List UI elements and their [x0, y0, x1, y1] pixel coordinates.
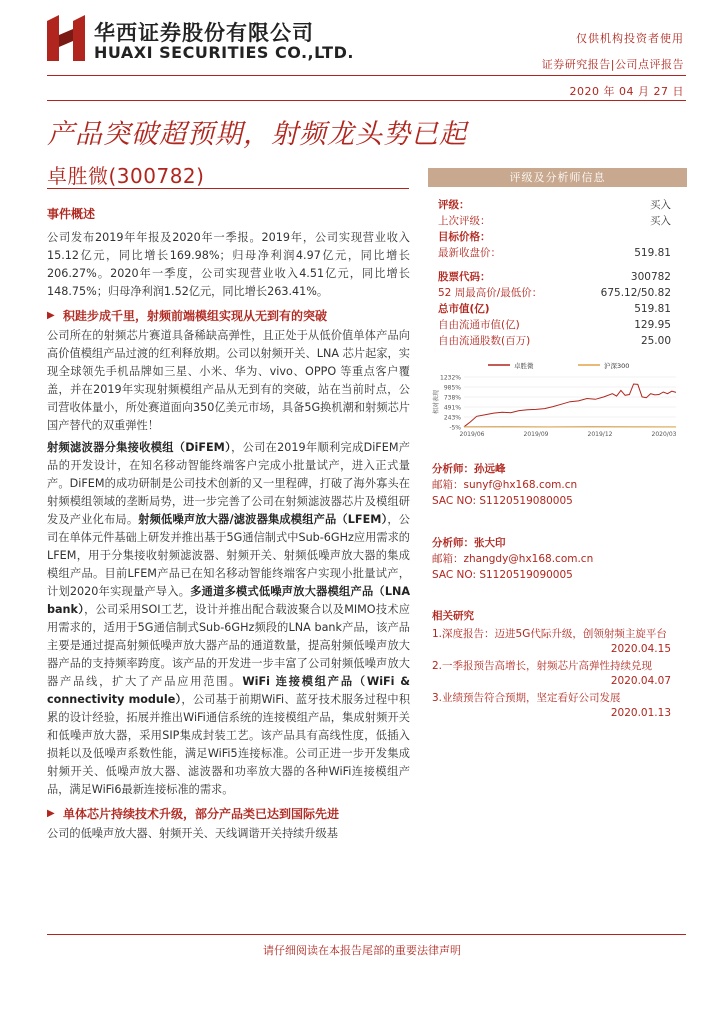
rating-key: 自由流通市值(亿): [438, 319, 520, 331]
rating-value: 519.81: [634, 303, 671, 315]
related-item[interactable]: 3.业绩预告符合预期，坚定看好公司发展: [432, 692, 621, 704]
stock-divider: [47, 188, 409, 189]
x-tick-label: 2020/03: [651, 431, 677, 438]
rating-value: 买入: [650, 199, 671, 211]
rating-key: 评级：: [438, 199, 470, 211]
difem-text: ，公司在2019年顺利完成DiFEM产品的开发设计，在知名移动智能终端客户完成小批量试产，进入正式量产。DiFEM的成功研制是公司技术创新的又一里程碑，打破了海外寡头在射频模组领域的垄断局势，进一步完善了公司在射频滤波器芯片及模组研发及产业化布局。: [47, 441, 410, 526]
analyst-name: 分析师：孙远峰: [432, 463, 506, 475]
analyst-block: [432, 461, 687, 509]
rating-value: 519.81: [634, 247, 671, 259]
wifi-label: WiFi 连接模组产品（WiFi & connectivity module）: [47, 675, 410, 706]
lfem-text: ，公司在单体元件基础上研发并推出基于5G通信制式中Sub-6GHz应用需求的LFEM，用于分集接收射频滤波器、射频开关、射频低噪声放大器的集成模组产品。目前LFEM产品已在知名移动智能终端客户实现小批量试产，计划2020年实现量产导入。: [47, 513, 410, 598]
header-divider: [47, 75, 686, 76]
report-title: 产品突破超预期，射频龙头势已起: [47, 119, 467, 150]
report-date: 2020 年 04 月 27 日: [569, 85, 684, 98]
related-list: [432, 627, 687, 721]
footer-divider: [47, 934, 686, 935]
main-content: [47, 205, 410, 847]
related-heading: 相关研究: [432, 610, 474, 622]
rating-value: 25.00: [640, 335, 671, 347]
related-date: 2020.01.13: [610, 707, 671, 719]
rating-value: 买入: [650, 215, 671, 227]
section1-p1: 公司所在的射频芯片赛道具备稀缺高弹性，且正处于从低价值单体产品向高价值模组产品过渡的红利释放期。公司以射频开关、LNA 芯片起家，实现全球领先手机品牌如三星、小米、华为、vivo、OPPO 等重点客户覆盖，并在2019年实现射频模组产品从无到有的突破，站在当前时点，公司营收体量小，所处赛道面向350亿美元市场，具备5G换机潮和射频芯片国产替代的双重弹性！: [47, 329, 410, 432]
rating-key: 最新收盘价：: [438, 247, 501, 259]
rating-row: [428, 245, 687, 261]
y-tick-label: 491%: [443, 404, 461, 412]
legend-label: 卓胜微: [514, 362, 534, 370]
related-date: 2020.04.07: [610, 675, 671, 687]
rating-row: [428, 229, 687, 245]
legend-label: 沪深300: [604, 362, 630, 370]
analyst-name: 分析师：张大印: [432, 537, 506, 549]
stock-name: 卓胜微(300782): [47, 164, 205, 188]
section1-heading: ▶ 积跬步成千里，射频前端模组实现从无到有的突破: [47, 307, 410, 325]
y-tick-label: 243%: [443, 414, 461, 422]
rating-row: [428, 269, 687, 285]
audience-note: 仅供机构投资者使用: [576, 32, 684, 45]
rating-key: 52 周最高价/最低价：: [438, 287, 543, 299]
rating-value: 129.95: [634, 319, 671, 331]
wifi-text: ，公司基于前期WiFi、蓝牙技术服务过程中积累的设计经验，拓展并推出WiFi通信系统的连接模组产品，集成射频开关和低噪声放大器，采用SIP集成封装工艺。该产品具有高线性度，低插入损耗以及低噪声系数性能，满足WiFi5连接标准。公司正进一步开发集成射频开关、低噪声放大器、滤波器和功率放大器的各种WiFi连接模组产品，满足WiFi6最新连接标准的需求。: [47, 693, 411, 796]
rating-row: [428, 301, 687, 317]
rating-key: 自由流通股数(百万): [438, 335, 531, 347]
rating-heading: 评级及分析师信息: [428, 168, 687, 187]
analyst-sac: SAC NO: S1120519090005: [432, 569, 573, 581]
rating-row: [428, 285, 687, 301]
price-chart: [428, 359, 687, 439]
x-tick-label: 2019/12: [587, 431, 613, 438]
legal-notice: 请仔细阅读在本报告尾部的重要法律声明: [263, 944, 461, 957]
rating-rows: [428, 197, 687, 261]
y-tick-label: -5%: [449, 424, 461, 432]
header-divider-2: [47, 100, 686, 101]
related-date: 2020.04.15: [610, 643, 671, 655]
difem-label: 射频滤波器分集接收模组（DiFEM）: [47, 441, 232, 454]
rating-key: 上次评级：: [438, 215, 491, 227]
company-name-en: HUAXI SECURITIES CO.,LTD.: [94, 43, 354, 62]
lnabank-label: 多通道多模式低噪声放大器模组产品（LNA bank）: [47, 585, 410, 616]
huaxi-logo-icon: [47, 15, 85, 61]
rating-value: 675.12/50.82: [600, 287, 671, 299]
stock-rows: [428, 269, 687, 349]
related-item[interactable]: 1.深度报告：迈进5G代际升级，创领射频主旋平台: [432, 628, 667, 640]
x-tick-label: 2019/09: [523, 431, 549, 438]
lnabank-text: ，公司采用SOI工艺，设计并推出配合载波聚合以及MIMO技术应用需求的，适用于5G通信制式Sub-6GHz频段的LNA bank产品，该产品主要是通过提高射频低噪声放大器产品的通道数量，提高射频低噪声放大器产品的支持频率跨度。该产品的开发进一步丰富了公司射频低噪声放大器产品线，扩大了产品应用范围。: [47, 603, 410, 688]
related-item[interactable]: 2.一季报预告高增长，射频芯片高弹性持续兑现: [432, 660, 653, 672]
report-type: 证券研究报告|公司点评报告: [541, 58, 684, 71]
event-heading: 事件概述: [47, 207, 96, 221]
y-tick-label: 738%: [443, 394, 461, 402]
related-research: [428, 609, 687, 721]
sidebar: [428, 168, 687, 723]
analyst-email[interactable]: 邮箱：sunyf@hx168.com.cn: [432, 479, 578, 491]
lfem-label: 射频低噪声放大器/滤波器集成模组产品（LFEM）: [138, 513, 388, 526]
section2-text: 公司的低噪声放大器、射频开关、天线调谐开关持续升级基: [47, 827, 338, 840]
y-tick-label: 985%: [443, 384, 461, 392]
analysts: [428, 461, 687, 583]
company-name-cn: 华西证券股份有限公司: [94, 21, 314, 45]
analyst-sac: SAC NO: S1120519080005: [432, 495, 573, 507]
rating-row: [428, 213, 687, 229]
x-tick-label: 2019/06: [459, 431, 485, 438]
y-tick-label: 1232%: [440, 374, 461, 382]
rating-row: [428, 197, 687, 213]
rating-key: 股票代码：: [438, 271, 491, 283]
rating-row: [428, 317, 687, 333]
series-line: [464, 384, 676, 427]
rating-value: 300782: [630, 271, 671, 283]
analyst-email[interactable]: 邮箱：zhangdy@hx168.com.cn: [432, 553, 594, 565]
y-axis-label: 相对表现: [433, 389, 440, 415]
section1-p2: [47, 439, 410, 799]
rating-key: 目标价格：: [438, 231, 491, 243]
analyst-block: [432, 535, 687, 583]
rating-key: 总市值(亿): [438, 303, 490, 315]
rating-row: [428, 333, 687, 349]
event-text: 公司发布2019年年报及2020年一季报。2019年，公司实现营业收入15.12亿元，同比增长169.98%；归母净利润4.97亿元，同比增长206.27%。2020年一季度，公司实现营业收入4.51亿元，同比增长148.75%；归母净利润1.52亿元，同比增长263.41%。: [47, 231, 410, 298]
section2-heading: ▶ 单体芯片持续技术升级，部分产品类已达到国际先进: [47, 805, 410, 823]
